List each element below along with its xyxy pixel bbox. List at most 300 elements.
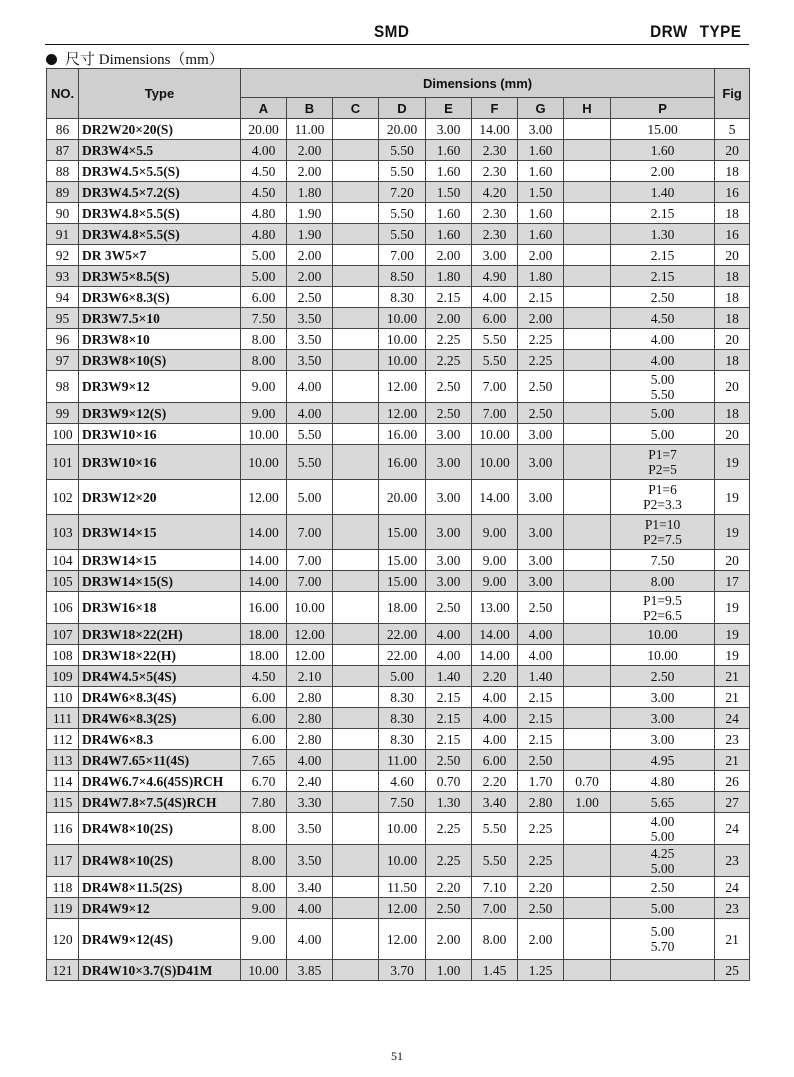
cell-e: 4.00 [426, 645, 472, 666]
p-value: 5.00 [650, 371, 675, 387]
p-value: 5.00 [650, 924, 675, 939]
cell-h [564, 550, 611, 571]
table-row [47, 140, 750, 161]
cell-g: 3.00 [518, 550, 564, 571]
cell-b: 1.80 [287, 182, 333, 203]
cell-c [333, 371, 379, 403]
cell-b: 2.10 [287, 666, 333, 687]
cell-c [333, 771, 379, 792]
cell-p [611, 224, 715, 245]
cell-type: DR4W9×12 [79, 898, 241, 919]
cell-c [333, 624, 379, 645]
cell-fig: 21 [715, 666, 750, 687]
table-row [47, 371, 750, 403]
cell-fig: 18 [715, 403, 750, 424]
cell-fig: 26 [715, 771, 750, 792]
cell-f: 8.00 [472, 919, 518, 960]
cell-type: DR3W4.8×5.5(S) [79, 224, 241, 245]
table-row [47, 771, 750, 792]
cell-e: 1.60 [426, 161, 472, 182]
cell-d: 8.30 [379, 687, 426, 708]
p-value: 10.00 [647, 647, 678, 663]
table-row [47, 245, 750, 266]
table-row [47, 792, 750, 813]
cell-no: 93 [47, 266, 79, 287]
cell-b: 2.50 [287, 287, 333, 308]
cell-p [611, 287, 715, 308]
cell-e: 3.00 [426, 550, 472, 571]
cell-d: 5.50 [379, 161, 426, 182]
cell-d: 20.00 [379, 480, 426, 515]
cell-a: 6.70 [241, 771, 287, 792]
cell-no: 118 [47, 877, 79, 898]
cell-f: 2.30 [472, 203, 518, 224]
cell-f: 9.00 [472, 515, 518, 550]
cell-h [564, 371, 611, 403]
cell-f: 9.00 [472, 571, 518, 592]
cell-a: 5.00 [241, 245, 287, 266]
p-value: 2.15 [650, 205, 675, 221]
cell-c [333, 266, 379, 287]
cell-p [611, 203, 715, 224]
cell-d: 20.00 [379, 119, 426, 140]
cell-type: DR3W6×8.3(S) [79, 287, 241, 308]
p-value: 15.00 [647, 121, 678, 137]
p-value: P1=6 [648, 482, 677, 497]
cell-c [333, 161, 379, 182]
header-col-d: D [379, 98, 426, 119]
cell-type: DR4W8×10(2S) [79, 845, 241, 877]
cell-e: 1.50 [426, 182, 472, 203]
cell-h [564, 845, 611, 877]
cell-type: DR 3W5×7 [79, 245, 241, 266]
cell-g: 4.00 [518, 645, 564, 666]
cell-type: DR2W20×20(S) [79, 119, 241, 140]
cell-fig: 19 [715, 645, 750, 666]
cell-g: 1.80 [518, 266, 564, 287]
cell-fig: 18 [715, 287, 750, 308]
table-row [47, 329, 750, 350]
cell-no: 106 [47, 592, 79, 624]
cell-e: 2.15 [426, 729, 472, 750]
p-value: 5.00 [650, 405, 675, 421]
cell-e: 3.00 [426, 445, 472, 480]
cell-type: DR3W5×8.5(S) [79, 266, 241, 287]
cell-p [611, 592, 715, 624]
cell-g: 3.00 [518, 571, 564, 592]
cell-c [333, 666, 379, 687]
cell-f: 10.00 [472, 445, 518, 480]
cell-a: 14.00 [241, 515, 287, 550]
header-center-title: SMD [373, 22, 410, 41]
cell-c [333, 750, 379, 771]
table-row [47, 308, 750, 329]
header-type: Type [79, 69, 241, 119]
dimensions-table [46, 68, 750, 981]
cell-no: 114 [47, 771, 79, 792]
cell-d: 5.00 [379, 666, 426, 687]
cell-e: 2.50 [426, 592, 472, 624]
cell-type: DR4W7.8×7.5(4S)RCH [79, 792, 241, 813]
cell-e: 1.60 [426, 203, 472, 224]
cell-p [611, 624, 715, 645]
cell-h [564, 182, 611, 203]
p-value: 5.00 [650, 828, 675, 844]
cell-d: 5.50 [379, 224, 426, 245]
table-row [47, 350, 750, 371]
cell-e: 4.00 [426, 624, 472, 645]
cell-f: 7.00 [472, 371, 518, 403]
cell-g: 2.25 [518, 329, 564, 350]
cell-f: 9.00 [472, 550, 518, 571]
cell-g: 2.20 [518, 877, 564, 898]
table-row [47, 645, 750, 666]
cell-h [564, 687, 611, 708]
cell-a: 14.00 [241, 550, 287, 571]
cell-p [611, 898, 715, 919]
p-value: 8.00 [650, 573, 675, 589]
cell-h [564, 266, 611, 287]
cell-b: 2.80 [287, 708, 333, 729]
page-number: 51 [391, 1049, 403, 1063]
cell-type: DR3W16×18 [79, 592, 241, 624]
cell-b: 7.00 [287, 550, 333, 571]
cell-g: 2.15 [518, 287, 564, 308]
cell-d: 22.00 [379, 624, 426, 645]
header-col-b: B [287, 98, 333, 119]
p-value: 5.65 [650, 794, 675, 810]
cell-b: 7.00 [287, 571, 333, 592]
cell-e: 2.25 [426, 813, 472, 845]
cell-b: 2.40 [287, 771, 333, 792]
cell-p [611, 687, 715, 708]
cell-g: 1.40 [518, 666, 564, 687]
cell-h [564, 161, 611, 182]
cell-e: 2.50 [426, 750, 472, 771]
cell-a: 12.00 [241, 480, 287, 515]
cell-p [611, 308, 715, 329]
cell-f: 4.00 [472, 708, 518, 729]
cell-f: 4.20 [472, 182, 518, 203]
cell-fig: 19 [715, 445, 750, 480]
cell-e: 2.00 [426, 245, 472, 266]
header-col-g: G [518, 98, 564, 119]
cell-p [611, 445, 715, 480]
cell-h [564, 329, 611, 350]
cell-no: 111 [47, 708, 79, 729]
cell-p [611, 550, 715, 571]
cell-g: 3.00 [518, 515, 564, 550]
cell-type: DR3W7.5×10 [79, 308, 241, 329]
cell-no: 115 [47, 792, 79, 813]
cell-c [333, 403, 379, 424]
cell-f: 1.45 [472, 960, 518, 981]
cell-p [611, 729, 715, 750]
cell-p [611, 140, 715, 161]
header-col-a: A [241, 98, 287, 119]
cell-a: 10.00 [241, 445, 287, 480]
cell-a: 6.00 [241, 729, 287, 750]
cell-e: 2.50 [426, 898, 472, 919]
cell-p [611, 845, 715, 877]
cell-no: 102 [47, 480, 79, 515]
cell-b: 3.50 [287, 329, 333, 350]
cell-no: 90 [47, 203, 79, 224]
cell-g: 1.60 [518, 161, 564, 182]
cell-e: 2.15 [426, 708, 472, 729]
p-value: 1.40 [650, 184, 675, 200]
cell-b: 12.00 [287, 624, 333, 645]
cell-a: 8.00 [241, 329, 287, 350]
cell-fig: 27 [715, 792, 750, 813]
cell-c [333, 550, 379, 571]
cell-fig: 20 [715, 329, 750, 350]
section-heading [46, 48, 224, 69]
table-row [47, 750, 750, 771]
cell-no: 89 [47, 182, 79, 203]
table-row [47, 877, 750, 898]
cell-f: 4.00 [472, 287, 518, 308]
p-value: 4.00 [650, 331, 675, 347]
cell-c [333, 898, 379, 919]
cell-p [611, 403, 715, 424]
cell-b: 2.00 [287, 266, 333, 287]
cell-e: 1.40 [426, 666, 472, 687]
cell-c [333, 480, 379, 515]
header-col-f: F [472, 98, 518, 119]
cell-a: 8.00 [241, 845, 287, 877]
cell-b: 4.00 [287, 403, 333, 424]
cell-e: 3.00 [426, 571, 472, 592]
cell-c [333, 645, 379, 666]
cell-no: 117 [47, 845, 79, 877]
cell-h [564, 403, 611, 424]
table-row [47, 182, 750, 203]
table-row [47, 919, 750, 960]
cell-d: 8.30 [379, 708, 426, 729]
cell-type: DR4W4.5×5(4S) [79, 666, 241, 687]
cell-e: 3.00 [426, 119, 472, 140]
cell-a: 7.50 [241, 308, 287, 329]
section-title: 尺寸 Dimensions（mm） [65, 52, 224, 68]
cell-e: 2.00 [426, 308, 472, 329]
cell-d: 18.00 [379, 592, 426, 624]
cell-f: 5.50 [472, 845, 518, 877]
cell-d: 10.00 [379, 813, 426, 845]
cell-type: DR3W14×15(S) [79, 571, 241, 592]
cell-c [333, 845, 379, 877]
cell-fig: 21 [715, 750, 750, 771]
cell-c [333, 687, 379, 708]
cell-a: 6.00 [241, 708, 287, 729]
cell-g: 2.50 [518, 403, 564, 424]
p-value: P1=9.5 [643, 592, 682, 608]
p-value: 10.00 [647, 626, 678, 642]
cell-no: 101 [47, 445, 79, 480]
page-header [45, 22, 749, 45]
cell-no: 105 [47, 571, 79, 592]
cell-type: DR4W6×8.3 [79, 729, 241, 750]
cell-h [564, 203, 611, 224]
table-row [47, 445, 750, 480]
cell-b: 3.50 [287, 350, 333, 371]
cell-c [333, 140, 379, 161]
cell-f: 5.50 [472, 813, 518, 845]
p-value: P2=5 [648, 462, 677, 477]
cell-e: 1.00 [426, 960, 472, 981]
cell-e: 3.00 [426, 424, 472, 445]
cell-h [564, 350, 611, 371]
cell-a: 9.00 [241, 898, 287, 919]
cell-p [611, 792, 715, 813]
cell-h [564, 245, 611, 266]
cell-p [611, 424, 715, 445]
cell-g: 3.00 [518, 480, 564, 515]
cell-type: DR3W12×20 [79, 480, 241, 515]
cell-fig: 24 [715, 877, 750, 898]
header-col-h: H [564, 98, 611, 119]
cell-b: 3.50 [287, 308, 333, 329]
p-value: 4.80 [650, 773, 675, 789]
table-row [47, 666, 750, 687]
header-no: NO. [47, 69, 79, 119]
cell-a: 9.00 [241, 919, 287, 960]
cell-e: 1.60 [426, 224, 472, 245]
cell-f: 13.00 [472, 592, 518, 624]
cell-no: 110 [47, 687, 79, 708]
cell-type: DR3W8×10 [79, 329, 241, 350]
cell-e: 2.25 [426, 350, 472, 371]
cell-d: 12.00 [379, 371, 426, 403]
cell-c [333, 877, 379, 898]
table-row [47, 161, 750, 182]
cell-no: 108 [47, 645, 79, 666]
cell-b: 1.90 [287, 224, 333, 245]
table-row [47, 813, 750, 845]
cell-d: 5.50 [379, 140, 426, 161]
cell-c [333, 960, 379, 981]
p-value: 4.50 [650, 310, 675, 326]
cell-d: 5.50 [379, 203, 426, 224]
p-value: 2.15 [650, 268, 675, 284]
p-value: 2.15 [650, 247, 675, 263]
cell-fig: 18 [715, 350, 750, 371]
cell-g: 1.60 [518, 140, 564, 161]
p-value: P2=3.3 [643, 497, 682, 512]
cell-b: 3.50 [287, 813, 333, 845]
cell-c [333, 224, 379, 245]
cell-d: 10.00 [379, 329, 426, 350]
cell-a: 8.00 [241, 877, 287, 898]
cell-c [333, 119, 379, 140]
cell-a: 4.80 [241, 203, 287, 224]
cell-f: 4.90 [472, 266, 518, 287]
cell-h [564, 445, 611, 480]
cell-b: 4.00 [287, 898, 333, 919]
cell-type: DR3W18×22(H) [79, 645, 241, 666]
cell-fig: 18 [715, 266, 750, 287]
cell-f: 5.50 [472, 329, 518, 350]
cell-h [564, 877, 611, 898]
cell-a: 5.00 [241, 266, 287, 287]
cell-g: 1.25 [518, 960, 564, 981]
cell-h [564, 708, 611, 729]
cell-a: 16.00 [241, 592, 287, 624]
cell-e: 1.80 [426, 266, 472, 287]
p-value: 3.00 [650, 710, 675, 726]
table-row [47, 708, 750, 729]
cell-b: 4.00 [287, 919, 333, 960]
cell-d: 11.50 [379, 877, 426, 898]
cell-g: 2.00 [518, 245, 564, 266]
cell-p [611, 919, 715, 960]
cell-type: DR4W7.65×11(4S) [79, 750, 241, 771]
cell-d: 16.00 [379, 424, 426, 445]
cell-no: 116 [47, 813, 79, 845]
cell-f: 2.20 [472, 771, 518, 792]
cell-d: 11.00 [379, 750, 426, 771]
p-value: 5.70 [650, 939, 675, 954]
cell-a: 9.00 [241, 371, 287, 403]
cell-fig: 25 [715, 960, 750, 981]
cell-d: 7.50 [379, 792, 426, 813]
cell-h: 0.70 [564, 771, 611, 792]
cell-g: 2.80 [518, 792, 564, 813]
cell-no: 96 [47, 329, 79, 350]
cell-g: 3.00 [518, 424, 564, 445]
cell-no: 94 [47, 287, 79, 308]
cell-p [611, 877, 715, 898]
cell-c [333, 182, 379, 203]
cell-h [564, 119, 611, 140]
cell-e: 2.25 [426, 845, 472, 877]
cell-p [611, 708, 715, 729]
cell-type: DR3W4×5.5 [79, 140, 241, 161]
cell-fig: 23 [715, 898, 750, 919]
p-value: P2=6.5 [643, 607, 682, 623]
cell-fig: 23 [715, 729, 750, 750]
cell-fig: 5 [715, 119, 750, 140]
cell-p [611, 480, 715, 515]
cell-type: DR4W10×3.7(S)D41M [79, 960, 241, 981]
cell-fig: 23 [715, 845, 750, 877]
cell-a: 8.00 [241, 813, 287, 845]
cell-no: 87 [47, 140, 79, 161]
cell-c [333, 592, 379, 624]
cell-p [611, 515, 715, 550]
header-col-e: E [426, 98, 472, 119]
header-col-p: P [611, 98, 715, 119]
cell-no: 119 [47, 898, 79, 919]
cell-p [611, 329, 715, 350]
cell-e: 2.00 [426, 919, 472, 960]
cell-type: DR3W9×12(S) [79, 403, 241, 424]
cell-type: DR3W10×16 [79, 424, 241, 445]
cell-b: 1.90 [287, 203, 333, 224]
cell-b: 5.50 [287, 424, 333, 445]
cell-no: 88 [47, 161, 79, 182]
cell-b: 4.00 [287, 371, 333, 403]
cell-g: 2.25 [518, 813, 564, 845]
table-row [47, 687, 750, 708]
cell-fig: 24 [715, 708, 750, 729]
cell-p [611, 813, 715, 845]
cell-type: DR3W4.8×5.5(S) [79, 203, 241, 224]
cell-c [333, 445, 379, 480]
cell-d: 3.70 [379, 960, 426, 981]
header-fig: Fig [715, 69, 750, 119]
cell-fig: 19 [715, 592, 750, 624]
